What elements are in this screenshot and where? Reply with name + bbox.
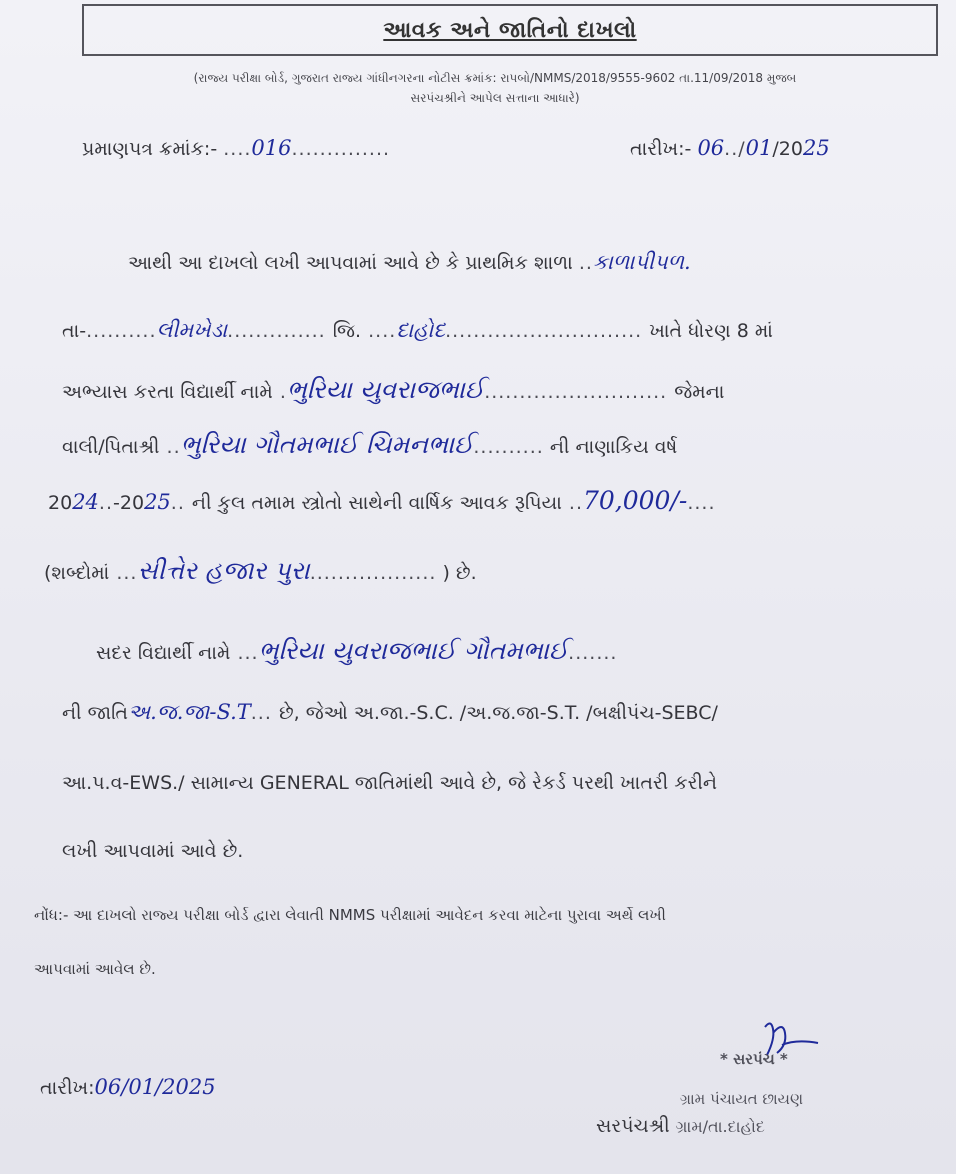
district-label: જિ. xyxy=(332,320,362,342)
caste-value: અ.જ.જા-S.T xyxy=(128,700,251,724)
guardian-name: ભુરિયા ગૌતમભાઈ ચિમનભાઈ xyxy=(180,430,474,459)
words-label: (શબ્દોમાં xyxy=(44,562,110,584)
date-label: તારીખ:- xyxy=(630,138,692,160)
signatory-place: ગ્રામ/તા.દાહોદ xyxy=(675,1117,765,1136)
district-value: દાહોદ xyxy=(396,318,446,342)
income-amount: 70,000/- xyxy=(582,486,688,515)
student-suffix: જેમના xyxy=(674,381,725,403)
income-words-row: (શબ્દોમાં ...સીત્તેર હજાર પુરા.................. ) છે. xyxy=(44,556,477,585)
note-line1: નોંધ:- આ દાખલો રાજ્ય પરીક્ષા બોર્ડ દ્વારા લેવાતી NMMS પરીક્ષામાં આવેદન કરવા માટેના પુરાવા અર્થે લખી xyxy=(34,906,666,924)
fy-start-suffix: 24 xyxy=(72,490,99,514)
footer-date: 06/01/2025 xyxy=(94,1075,216,1099)
student-full-label: સદર વિદ્યાર્થી નામે xyxy=(96,642,231,664)
taluka-value: લીમખેડા xyxy=(156,318,228,342)
standard-text: ખાતે ધોરણ 8 માં xyxy=(649,320,773,342)
intro-text: આથી આ દાખલો લખી આપવામાં આવે છે કે પ્રાથમિક શાળા xyxy=(128,252,573,274)
certificate-date-row: તારીખ:- 06../01/2025 xyxy=(630,136,830,160)
closing-line: લખી આપવામાં આવે છે. xyxy=(62,840,244,862)
student-name: ભુરિયા યુવરાજભાઈ xyxy=(286,375,485,404)
fy-end-prefix: 20 xyxy=(119,492,145,514)
date-day: 06 xyxy=(697,136,725,160)
footer-date-row xyxy=(40,1075,216,1099)
note-line2: આપવામાં આવેલ છે. xyxy=(34,960,156,978)
student-label: અભ્યાસ કરતા વિદ્યાર્થી નામે xyxy=(62,381,273,403)
caste-label: ની જાતિ xyxy=(62,702,129,724)
date-year-suffix: 25 xyxy=(802,136,830,160)
certificate-number-row: પ્રમાણપત્ર ક્રમાંક:- ....016.............. xyxy=(82,136,391,160)
income-text: ની કુલ તમામ સ્ત્રોતો સાથેની વાર્ષિક આવક રૂપિયા xyxy=(191,492,562,514)
taluka-label: તા- xyxy=(62,320,87,342)
income-row: 2024..-2025.. ની કુલ તમામ સ્ત્રોતો સાથેની વાર્ષિક આવક રૂપિયા ..70,000/-.... xyxy=(48,486,716,515)
fy-separator: - xyxy=(113,492,120,514)
caste-options-text: છે, જેઓ અ.જા.-S.C. /અ.જ.જા-S.T. /બક્ષીપંચ-SEBC/ xyxy=(278,702,718,724)
words-suffix: ) છે. xyxy=(442,562,477,584)
taluka-row: તા-..........લીમખેડા.............. જિ. ....દાહોદ............................ ખાતે ધોરણ 8 માં xyxy=(62,318,773,342)
student-full-name: ભુરિયા યુવરાજભાઈ ગૌતમભાઈ xyxy=(258,636,569,665)
document-title: આવક અને જાતિનો દાખલો xyxy=(383,17,637,43)
income-in-words: સીત્તેર હજાર પુરા xyxy=(137,556,310,585)
school-row: આથી આ દાખલો લખી આપવામાં આવે છે કે પ્રાથમિક શાળા ..કાળાપીપળ. xyxy=(128,250,691,274)
date-year-prefix: 20 xyxy=(778,138,803,160)
signatory-label: સરપંચશ્રી xyxy=(596,1115,670,1137)
footer-date-label: તારીખ: xyxy=(40,1077,95,1099)
stamp-title: * સરપંચ * xyxy=(720,1050,788,1068)
caste-row: ની જાતિઅ.જ.જા-S.T... છે, જેઓ અ.જા.-S.C. /અ.જ.જા-S.T. /બક્ષીપંચ-SEBC/ xyxy=(62,700,718,724)
date-month: 01 xyxy=(745,136,773,160)
student-row: અભ્યાસ કરતા વિદ્યાર્થી નામે .ભુરિયા યુવરાજભાઈ.......................... જેમના xyxy=(62,375,725,404)
signatory-row xyxy=(596,1115,765,1137)
guardian-label: વાલી/પિતાશ્રી xyxy=(62,436,160,458)
financial-year-text: ની નાણાકિય વર્ષ xyxy=(549,436,678,458)
title-box xyxy=(82,4,938,56)
reference-note-line1: (રાજ્ય પરીક્ષા બોર્ડ, ગુજરાત રાજ્ય ગાંધીનગરના નોટીસ ક્રમાંક: રાપબો/NMMS/2018/9555-9602 તા.11/09/2018 મુજબ xyxy=(193,71,797,85)
stamp-panchayat: ગ્રામ પંચાયત છાયણ xyxy=(680,1090,804,1108)
fy-start-prefix: 20 xyxy=(48,492,73,514)
reference-note-line2: સરપંચશ્રીને આપેલ સત્તાના આધારે) xyxy=(410,91,580,105)
certificate-number-label: પ્રમાણપત્ર ક્રમાંક:- xyxy=(82,138,218,160)
student-full-row: સદર વિદ્યાર્થી નામે ...ભુરિયા યુવરાજભાઈ ગૌતમભાઈ....... xyxy=(96,636,618,665)
certificate-number: 016 xyxy=(251,136,292,160)
guardian-row: વાલી/પિતાશ્રી ..ભુરિયા ગૌતમભાઈ ચિમનભાઈ.......... ની નાણાકિય વર્ષ xyxy=(62,430,678,459)
category-line: આ.પ.વ-EWS./ સામાન્ય GENERAL જાતિમાંથી આવે છે, જે રેકર્ડ પરથી ખાતરી કરીને xyxy=(62,772,718,794)
school-name: કાળાપીપળ. xyxy=(592,250,691,274)
fy-end-suffix: 25 xyxy=(144,490,171,514)
